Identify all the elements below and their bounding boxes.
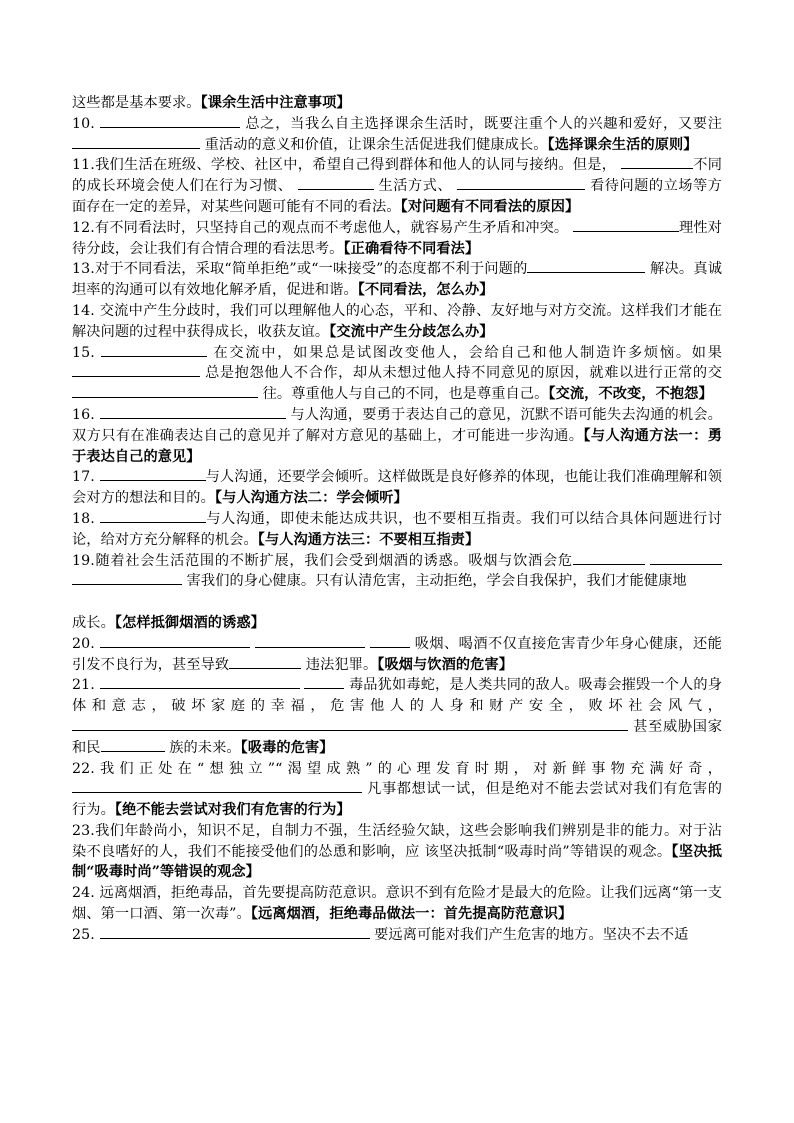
text: 要远离可能对我们产生危害的地方。坚决不去不适: [374, 926, 689, 943]
item-19-tail: [72, 613, 722, 634]
section-tag: 【正确看待不同看法】: [343, 240, 480, 257]
text: 与人沟通，要勇于表达自己的意见，沉默不语可能失去沟通的机会。双方只有在准确表达自己的意见并了解对方意见的基础上，才可能进一步沟通。: [72, 406, 722, 444]
item-number: 23.: [72, 822, 95, 839]
item-number: 14.: [72, 302, 95, 319]
item-number: 12.: [72, 219, 95, 236]
text: 往。尊重他人与自己的不同，也是尊重自己。: [262, 386, 549, 403]
item-number: 21.: [72, 677, 95, 694]
item-22: [72, 759, 722, 821]
section-tag: 【与人沟通方法二：学会倾听】: [214, 490, 408, 507]
item-number: 18.: [72, 510, 95, 527]
blank[interactable]: [100, 115, 240, 128]
item-11: [72, 155, 722, 217]
item-number: 20.: [72, 635, 95, 652]
section-tag: 【不同看法，怎么办】: [357, 282, 494, 299]
text: 不同的成长环境会使人们在行为习惯、: [72, 157, 723, 195]
blank[interactable]: [100, 635, 250, 648]
item-number: 17.: [72, 469, 95, 486]
text: 族的未来。: [169, 739, 241, 756]
item-13: [72, 259, 722, 301]
item-number: 25.: [72, 926, 95, 943]
item-25: [72, 925, 722, 946]
blank[interactable]: [100, 468, 206, 481]
document-page: [72, 93, 722, 946]
section-tag: 【绝不能去尝试对我们有危害的行为】: [114, 802, 351, 819]
item-21: [72, 675, 722, 758]
blank[interactable]: [72, 136, 200, 149]
item-number: 15.: [72, 344, 95, 361]
item-14: [72, 301, 722, 343]
text: 交流中产生分歧时，我们可以理解他人的心态，平和、冷静、友好地与对方交流。这样我们才能在解决问题的过程中获得成长，收获友谊。: [72, 302, 722, 340]
blank[interactable]: [457, 177, 585, 190]
item-17: [72, 467, 722, 509]
section-tag: 【交流，不改变，不抱怨】: [548, 386, 713, 403]
blank[interactable]: [101, 739, 165, 752]
text: 在交流中，如果总是试图改变他人，会给自己和他人制造许多烦恼。如果: [213, 344, 722, 361]
item-number: 13.: [72, 261, 95, 278]
blank[interactable]: [72, 572, 182, 585]
blank[interactable]: [72, 780, 362, 793]
section-tag: 【与人沟通方法三：不要相互指责】: [257, 531, 480, 548]
item-number: 11.: [72, 157, 95, 174]
section-tag: 【选择课余生活的原则】: [547, 136, 698, 153]
section-tag: 【交流中产生分歧怎么办】: [329, 323, 494, 340]
blank[interactable]: [229, 656, 301, 669]
blank[interactable]: [100, 676, 300, 689]
text: 生活方式、: [378, 178, 453, 195]
text: 这些都是基本要求。: [72, 95, 201, 111]
blank[interactable]: [72, 718, 628, 731]
item-12: [72, 218, 722, 260]
blank[interactable]: [370, 635, 410, 648]
item-number: 22.: [72, 760, 95, 777]
blank[interactable]: [100, 510, 206, 523]
blank[interactable]: [650, 552, 722, 565]
spacer: [72, 592, 722, 613]
section-tag: 【坚决抵制“吸毒时尚”等错误的观念】: [72, 843, 722, 881]
text: 害我们的身心健康。只有认清危害，主动拒绝，学会自我保护，我们才能健康地: [186, 573, 687, 590]
text: 凡事都想试一试，但是绝对不能去尝试对我们有危害的行为。: [72, 781, 722, 819]
item-19: [72, 551, 722, 593]
item-number: 19.: [72, 552, 95, 569]
item-18: [72, 509, 722, 551]
text: 对于不同看法，采取“简单拒绝”或“一味接受”的态度都不利于问题的: [94, 261, 528, 278]
blank[interactable]: [255, 635, 365, 648]
blank[interactable]: [573, 219, 679, 232]
section-tag: 【吸烟与饮酒的危害】: [377, 656, 514, 673]
section-tag: 【与人沟通方法一：勇于表达自己的意见】: [72, 427, 722, 465]
blank[interactable]: [72, 364, 200, 377]
item-16: [72, 405, 722, 467]
blank[interactable]: [621, 156, 693, 169]
text: 看待问题的立场等方面存在一定的差异，对某些问题可能有不同的看法。: [72, 178, 722, 215]
text: 有不同看法时，只坚持自己的观点而不考虑他人，就容易产生矛盾和冲突。: [94, 219, 569, 236]
blank[interactable]: [72, 385, 258, 398]
text: 重活动的意义和价值，让课余生活促进我们健康成长。: [204, 136, 548, 153]
section-tag: 【远离烟酒，拒绝毒品做法一：首先提高防范意识】: [250, 906, 573, 923]
item-10: [72, 114, 722, 156]
item-23: [72, 821, 722, 883]
text: 甚至威胁国家和民: [72, 718, 722, 756]
text: 总是抱怨他人不合作，却从未想过他人持不同意见的原因，就难以进行正常的交: [205, 365, 722, 382]
blank[interactable]: [100, 926, 370, 939]
text: 解决。真诚坦率的沟通可以有效地化解矛盾，促进和谐。: [72, 261, 722, 299]
text: 总之，当我么自主选择课余生活时，既要注重个人的兴趣和爱好，又要注: [245, 115, 722, 132]
blank[interactable]: [298, 177, 374, 190]
text: 成长。: [72, 614, 115, 631]
text: 吸烟、喝酒不仅直接危害青少年身心健康，还能引发不良行为，甚至导致: [72, 635, 722, 673]
section-tag: 【怎样抵御烟酒的诱惑】: [114, 614, 265, 631]
section-tag: 【课余生活中注意事项】: [200, 95, 351, 111]
text: 与人沟通，即使未能达成共识，也不要相互指责。我们可以结合具体问题进行讨论，给对方充分解释的机会。: [72, 510, 722, 548]
text: 我们生活在班级、学校、社区中，希望自己得到群体和他人的认同与接纳。但是，: [94, 157, 617, 174]
blank[interactable]: [100, 406, 286, 419]
blank[interactable]: [304, 676, 344, 689]
section-tag: 【吸毒的危害】: [240, 739, 334, 756]
item-24: [72, 883, 722, 925]
text: 与人沟通，还要学会倾听。这样做既是良好修养的体现，也能让我们准确理解和领会对方的想法和目的。: [72, 469, 722, 507]
item-number: 10.: [72, 115, 95, 132]
item-15: [72, 343, 722, 405]
text: 理性对待分歧，会让我们有合情合理的看法思考。: [72, 219, 722, 257]
section-tag: 【对问题有不同看法的原因】: [400, 198, 580, 215]
item-number: 24.: [72, 885, 95, 902]
blank[interactable]: [527, 260, 645, 273]
text: 随着社会生活范围的不断扩展，我们会受到烟酒的诱惑。吸烟与饮酒会危: [94, 552, 573, 569]
text: 违法犯罪。: [305, 656, 378, 673]
item-number: 16.: [72, 406, 95, 423]
text: 我们年龄尚小，知识不足，自制力不强，生活经验欠缺，这些会影响我们辨别是非的能力。对于沾染不良嗜好的人，我们不能接受他们的怂恿和影响，应 该坚决抵制“吸毒时尚”等错误的观念。: [72, 822, 722, 860]
item-20: [72, 634, 722, 676]
blank[interactable]: [101, 344, 207, 357]
text: 远离烟酒，拒绝毒品，首先要提高防范意识。意识不到有危险才是最大的危险。让我们远离“第一支烟、第一口酒、第一次毒”。: [72, 885, 722, 923]
text: 我们正处在“想独立”“渴望成熟”的心理发育时期，对新鲜事物充满好奇，: [94, 760, 722, 777]
item-9-tail: [72, 93, 722, 114]
text: 毒品犹如毒蛇，是人类共同的敌人。吸毒会摧毁一个人的身体和意志，破坏家庭的幸福，危害他人的人身和财产安全，败坏社会风气，: [72, 677, 722, 715]
blank[interactable]: [573, 552, 645, 565]
